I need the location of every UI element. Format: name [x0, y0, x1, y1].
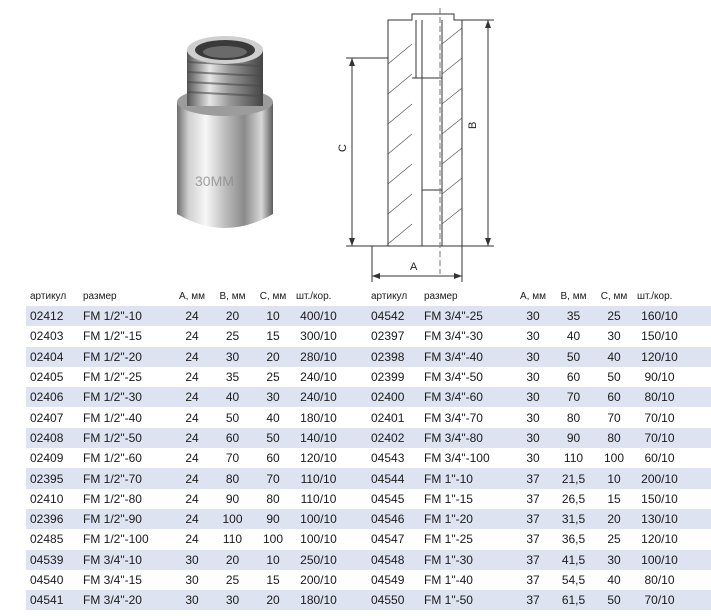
cell-article: 04548	[371, 552, 405, 567]
cell-pack: 70/10	[644, 410, 675, 425]
cell-a: 24	[185, 410, 199, 425]
cell-b: 70	[566, 390, 581, 405]
technical-drawing	[330, 4, 510, 284]
table-row	[367, 570, 711, 590]
cell-size: FM 1/2"-40	[83, 410, 142, 425]
table-row	[26, 407, 371, 427]
cell-size: FM 1/2"-90	[83, 512, 142, 527]
cell-size: FM 1"-25	[424, 532, 473, 547]
cell-b: 60	[225, 430, 240, 445]
spec-table-right	[367, 286, 711, 610]
cell-article: 04550	[371, 593, 405, 608]
cell-size: FM 1"-20	[424, 512, 473, 527]
cell-size: FM 3/4"-80	[424, 430, 483, 445]
cell-c: 15	[266, 573, 280, 587]
cell-c: 10	[266, 552, 280, 567]
cell-a: 30	[526, 451, 540, 466]
header-a: А, мм	[179, 290, 205, 302]
cell-article: 02398	[371, 349, 405, 364]
cell-pack: 70/10	[644, 593, 675, 608]
cell-b: 20	[225, 552, 240, 567]
table-row	[26, 489, 371, 509]
cell-a: 24	[185, 370, 199, 385]
cell-size: FM 1/2"-30	[83, 390, 142, 405]
cell-b: 80	[566, 410, 581, 425]
table-row	[26, 590, 371, 610]
cell-size: FM 3/4"-30	[424, 329, 483, 344]
cell-article: 02396	[30, 512, 64, 527]
cell-size: FM 1/2"-20	[83, 349, 142, 364]
cell-size: FM 1/2"-15	[83, 329, 142, 344]
cell-c: 60	[266, 451, 280, 466]
table-row	[367, 489, 711, 509]
cell-c: 30	[266, 390, 280, 405]
cell-a: 24	[185, 430, 199, 445]
cell-article: 04544	[371, 471, 405, 486]
cell-size: FM 3/4"-70	[424, 410, 483, 425]
cell-b: 41,5	[561, 552, 586, 567]
cell-b: 90	[566, 430, 581, 445]
cell-c: 40	[607, 349, 621, 364]
header-size: размер	[424, 290, 458, 302]
cell-a: 30	[526, 390, 540, 405]
header-c: С, мм	[600, 290, 628, 302]
dimension-a-label: A	[410, 261, 418, 273]
cell-article: 02404	[30, 349, 64, 364]
header-b: В, мм	[219, 290, 246, 302]
cell-c: 90	[266, 512, 280, 527]
table-row	[26, 387, 371, 407]
cell-pack: 180/10	[300, 593, 337, 608]
cell-pack: 100/10	[300, 532, 337, 547]
spec-table-left	[26, 286, 371, 610]
cell-c: 70	[607, 410, 621, 425]
table-header	[367, 286, 711, 306]
cell-pack: 200/10	[641, 471, 678, 486]
header-pack: шт./кор.	[296, 290, 332, 302]
cell-size: FM 1"-40	[424, 573, 473, 587]
cell-article: 04547	[371, 532, 405, 547]
cell-a: 37	[526, 593, 540, 608]
cell-pack: 200/10	[300, 573, 337, 587]
cell-size: FM 1"-15	[424, 491, 473, 506]
cell-article: 04540	[30, 573, 64, 587]
cell-c: 50	[266, 430, 280, 445]
product-photo	[150, 6, 300, 250]
cell-size: FM 1/2"-10	[83, 309, 142, 324]
cell-c: 80	[266, 491, 280, 506]
cell-pack: 160/10	[641, 309, 678, 324]
cell-pack: 90/10	[644, 370, 675, 385]
cell-a: 30	[526, 430, 540, 445]
cell-b: 90	[225, 491, 240, 506]
table-row	[367, 529, 711, 549]
cell-c: 60	[607, 390, 621, 405]
cell-b: 30	[225, 349, 240, 364]
cell-pack: 80/10	[644, 573, 675, 587]
cell-article: 02400	[371, 390, 405, 405]
cell-article: 04546	[371, 512, 405, 527]
cell-article: 04542	[371, 309, 405, 324]
cell-b: 40	[566, 329, 581, 344]
cell-a: 37	[526, 491, 540, 506]
cell-size: FM 1/2"-80	[83, 491, 142, 506]
cell-a: 24	[185, 451, 199, 466]
cell-a: 37	[526, 552, 540, 567]
cell-c: 40	[266, 410, 280, 425]
table-row	[26, 306, 371, 326]
cell-c: 40	[607, 573, 621, 587]
table-row	[26, 326, 371, 346]
cell-pack: 240/10	[300, 370, 337, 385]
cell-b: 40	[225, 390, 240, 405]
table-row	[367, 448, 711, 468]
cell-b: 35	[225, 370, 240, 385]
cell-c: 30	[607, 329, 621, 344]
table-row	[367, 407, 711, 427]
cell-article: 02402	[371, 430, 405, 445]
table-row	[26, 367, 371, 387]
cell-article: 02409	[30, 451, 64, 466]
cell-b: 80	[225, 471, 240, 486]
header-c: С, мм	[259, 290, 287, 302]
cell-pack: 70/10	[644, 430, 675, 445]
cell-a: 30	[526, 329, 540, 344]
header-article: артикул	[30, 290, 67, 302]
table-row	[26, 529, 371, 549]
cell-pack: 300/10	[300, 329, 337, 344]
cell-size: FM 3/4"-15	[83, 573, 142, 587]
cell-b: 30	[225, 593, 240, 608]
cell-c: 25	[266, 370, 280, 385]
cell-pack: 400/10	[300, 309, 337, 324]
cell-article: 02408	[30, 430, 64, 445]
cell-c: 10	[607, 471, 621, 486]
cell-c: 100	[262, 532, 284, 547]
cell-article: 02410	[30, 491, 64, 506]
header-b: В, мм	[560, 290, 587, 302]
cell-size: FM 3/4"-100	[424, 451, 490, 466]
cell-c: 25	[607, 532, 621, 547]
photo-engraving: 30MM	[195, 173, 234, 189]
cell-size: FM 3/4"-50	[424, 370, 483, 385]
table-row	[367, 590, 711, 610]
cell-b: 50	[566, 349, 581, 364]
cell-size: FM 1/2"-25	[83, 370, 142, 385]
cell-c: 50	[607, 370, 621, 385]
table-row	[367, 326, 711, 346]
cell-b: 36,5	[561, 532, 586, 547]
cell-article: 02485	[30, 532, 64, 547]
table-header	[26, 286, 371, 306]
table-row	[26, 550, 371, 570]
table-row	[367, 509, 711, 529]
cell-article: 02395	[30, 471, 64, 486]
cell-pack: 150/10	[641, 491, 678, 506]
cell-pack: 150/10	[641, 329, 678, 344]
cell-pack: 130/10	[641, 512, 678, 527]
cell-a: 37	[526, 532, 540, 547]
cell-a: 30	[526, 309, 540, 324]
table-row	[367, 550, 711, 570]
cell-b: 50	[225, 410, 240, 425]
cell-b: 54,5	[561, 573, 586, 587]
table-row	[26, 428, 371, 448]
cell-a: 24	[185, 349, 199, 364]
cell-b: 110	[563, 451, 584, 466]
cell-a: 24	[185, 532, 199, 547]
cell-pack: 80/10	[644, 390, 675, 405]
cell-a: 24	[185, 329, 199, 344]
cell-b: 31,5	[561, 512, 586, 527]
cell-b: 61,5	[561, 593, 586, 608]
cell-c: 50	[607, 593, 621, 608]
cell-article: 02406	[30, 390, 64, 405]
table-row	[26, 347, 371, 367]
cell-pack: 120/10	[300, 451, 337, 466]
cell-a: 37	[526, 471, 540, 486]
cell-pack: 110/10	[300, 471, 337, 486]
cell-b: 110	[222, 532, 243, 547]
cell-pack: 280/10	[300, 349, 337, 364]
cell-article: 02401	[371, 410, 405, 425]
table-row	[367, 428, 711, 448]
cell-article: 02403	[30, 329, 64, 344]
cell-pack: 100/10	[300, 512, 337, 527]
cell-pack: 120/10	[641, 349, 678, 364]
cell-c: 15	[607, 491, 621, 506]
cell-pack: 250/10	[300, 552, 337, 567]
cell-c: 20	[607, 512, 621, 527]
cell-pack: 180/10	[300, 410, 337, 425]
cell-size: FM 1/2"-50	[83, 430, 142, 445]
cell-pack: 140/10	[300, 430, 337, 445]
table-row	[367, 387, 711, 407]
cell-pack: 100/10	[641, 552, 678, 567]
cell-c: 80	[607, 430, 621, 445]
table-row	[26, 468, 371, 488]
cell-size: FM 1/2"-100	[83, 532, 149, 547]
cell-c: 30	[607, 552, 621, 567]
table-row	[26, 570, 371, 590]
cell-a: 24	[185, 491, 199, 506]
cell-b: 26,5	[561, 491, 586, 506]
cell-article: 02412	[30, 309, 64, 324]
cell-b: 21,5	[561, 471, 586, 486]
cell-size: FM 1"-10	[424, 471, 473, 486]
cell-article: 04539	[30, 552, 64, 567]
cell-a: 24	[185, 390, 199, 405]
table-row	[26, 448, 371, 468]
cell-article: 02397	[371, 329, 405, 344]
cell-c: 10	[266, 309, 280, 324]
cell-a: 24	[185, 512, 199, 527]
cell-a: 30	[185, 573, 199, 587]
cell-article: 04549	[371, 573, 405, 587]
cell-a: 24	[185, 309, 199, 324]
cell-size: FM 3/4"-10	[83, 552, 142, 567]
cell-c: 70	[266, 471, 280, 486]
cell-a: 37	[526, 512, 540, 527]
table-row	[367, 468, 711, 488]
cell-b: 35	[566, 309, 581, 324]
cell-c: 20	[266, 349, 280, 364]
cell-a: 30	[526, 410, 540, 425]
cell-size: FM 1/2"-60	[83, 451, 142, 466]
cell-article: 04545	[371, 491, 405, 506]
cell-size: FM 3/4"-40	[424, 349, 483, 364]
cell-article: 04543	[371, 451, 405, 466]
cell-a: 30	[526, 370, 540, 385]
cell-pack: 120/10	[641, 532, 678, 547]
dimension-c-label: C	[337, 144, 349, 152]
cell-size: FM 3/4"-60	[424, 390, 483, 405]
cell-a: 30	[526, 349, 540, 364]
cell-size: FM 3/4"-20	[83, 593, 142, 608]
table-row	[367, 347, 711, 367]
cell-b: 60	[566, 370, 581, 385]
header-size: размер	[83, 290, 117, 302]
cell-a: 37	[526, 573, 540, 587]
cell-article: 02405	[30, 370, 64, 385]
cell-pack: 60/10	[644, 451, 675, 466]
cell-pack: 110/10	[300, 491, 337, 506]
cell-a: 24	[185, 471, 199, 486]
header-a: А, мм	[520, 290, 546, 302]
cell-a: 30	[185, 552, 199, 567]
header-pack: шт./кор.	[637, 290, 673, 302]
cell-b: 25	[225, 329, 240, 344]
cell-size: FM 1/2"-70	[83, 471, 142, 486]
product-illustration-area	[0, 0, 711, 286]
cell-b: 25	[225, 573, 240, 587]
table-row	[367, 306, 711, 326]
cell-b: 20	[225, 309, 240, 324]
dimension-b-label: B	[467, 121, 479, 129]
cell-article: 02407	[30, 410, 64, 425]
cell-size: FM 1"-50	[424, 593, 473, 608]
cell-c: 20	[266, 593, 280, 608]
cell-c: 25	[607, 309, 621, 324]
cell-article: 04541	[30, 593, 64, 608]
cell-b: 100	[222, 512, 243, 527]
table-row	[26, 509, 371, 529]
header-article: артикул	[371, 290, 408, 302]
cell-b: 70	[225, 451, 240, 466]
cell-c: 15	[266, 329, 280, 344]
cell-size: FM 1"-30	[424, 552, 473, 567]
cell-c: 100	[603, 451, 625, 466]
cell-pack: 240/10	[300, 390, 337, 405]
cell-a: 30	[185, 593, 199, 608]
table-row	[367, 367, 711, 387]
cell-size: FM 3/4"-25	[424, 309, 483, 324]
cell-article: 02399	[371, 370, 405, 385]
